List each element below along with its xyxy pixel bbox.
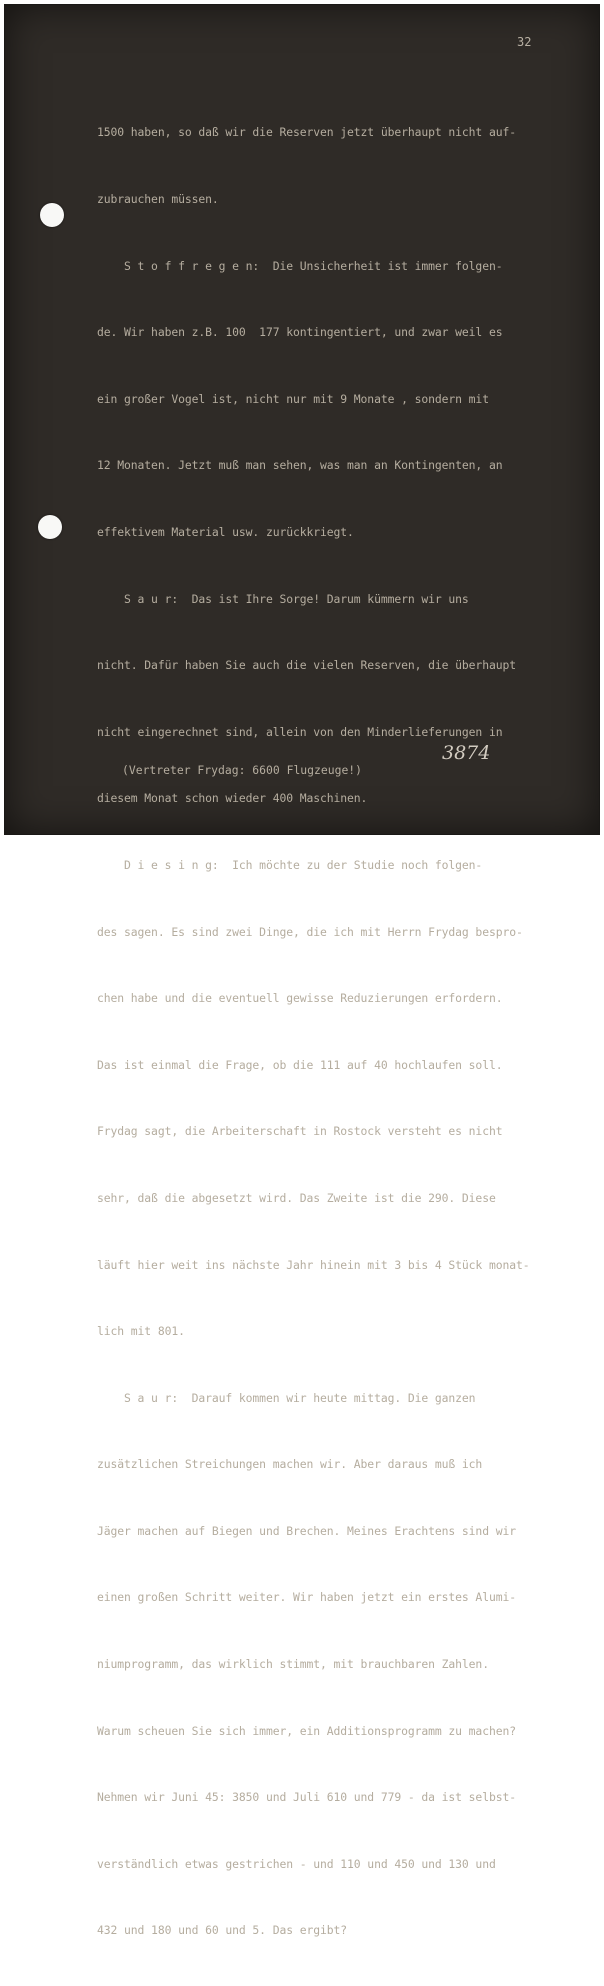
text-line: S t o f f r e g e n: Die Unsicherheit ist immer folgen-: [97, 258, 503, 273]
text-line: Warum scheuen Sie sich immer, ein Additionsprogramm zu machen?: [97, 1723, 516, 1738]
text-line: chen habe und die eventuell gewisse Reduzierungen erfordern.: [97, 991, 503, 1006]
text-line: nicht eingerechnet sind, allein von den Minderlieferungen in: [97, 724, 503, 739]
document-page: [4, 4, 600, 1938]
text-line: D i e s i n g: Ich möchte zu der Studie noch folgen-: [97, 857, 483, 872]
text-line: zubrauchen müssen.: [97, 192, 219, 206]
text-line: 1500 haben, so daß wir die Reserven jetzt überhaupt nicht auf-: [97, 125, 516, 140]
text-line: lich mit 801.: [97, 1324, 185, 1339]
text-line: 432 und 180 und 60 und 5. Das ergibt?: [97, 1923, 348, 1938]
body-text: [97, 77, 577, 1986]
punch-hole-bottom: [38, 515, 62, 539]
text-line: des sagen. Es sind zwei Dinge, die ich mit Herrn Frydag bespro-: [97, 924, 523, 939]
text-line: zusätzlichen Streichungen machen wir. Aber daraus muß ich: [97, 1457, 483, 1472]
text-line: S a u r: Darauf kommen wir heute mittag. Die ganzen: [97, 1390, 476, 1405]
text-line: niumprogramm, das wirklich stimmt, mit brauchbaren Zahlen.: [97, 1657, 489, 1672]
text-line: sehr, daß die abgesetzt wird. Das Zweite ist die 290. Diese: [97, 1190, 496, 1205]
text-line: Jäger machen auf Biegen und Brechen. Meines Erachtens sind wir: [97, 1523, 516, 1538]
punch-hole-top: [40, 203, 64, 227]
text-line: ein großer Vogel ist, nicht nur mit 9 Monate , sondern mit: [97, 391, 489, 406]
text-line: Das ist einmal die Frage, ob die 111 auf 40 hochlaufen soll.: [97, 1057, 503, 1072]
text-line: Nehmen wir Juni 45: 3850 und Juli 610 und 779 - da ist selbst-: [97, 1790, 516, 1805]
text-line: effektivem Material usw. zurückkriegt.: [97, 524, 354, 539]
handwritten-archive-number: 3874: [442, 742, 491, 764]
text-line: diesem Monat schon wieder 400 Maschinen.: [97, 791, 368, 806]
text-line: de. Wir haben z.B. 100 177 kontingentiert, und zwar weil es: [97, 325, 503, 340]
text-line: nicht. Dafür haben Sie auch die vielen Reserven, die überhaupt: [97, 658, 516, 673]
text-line: einen großen Schritt weiter. Wir haben jetzt ein erstes Alumi-: [97, 1590, 516, 1605]
text-line: Frydag sagt, die Arbeiterschaft in Rostock versteht es nicht: [97, 1124, 503, 1139]
page-number: 32: [517, 35, 532, 49]
text-line: läuft hier weit ins nächste Jahr hinein mit 3 bis 4 Stück monat-: [97, 1257, 530, 1272]
text-line: S a u r: Das ist Ihre Sorge! Darum kümmern wir uns: [97, 591, 469, 606]
text-line: 12 Monaten. Jetzt muß man sehen, was man an Kontingenten, an: [97, 458, 503, 473]
closing-note: (Vertreter Frydag: 6600 Flugzeuge!): [122, 763, 363, 777]
text-line: verständlich etwas gestrichen - und 110 und 450 und 130 und: [97, 1856, 496, 1871]
